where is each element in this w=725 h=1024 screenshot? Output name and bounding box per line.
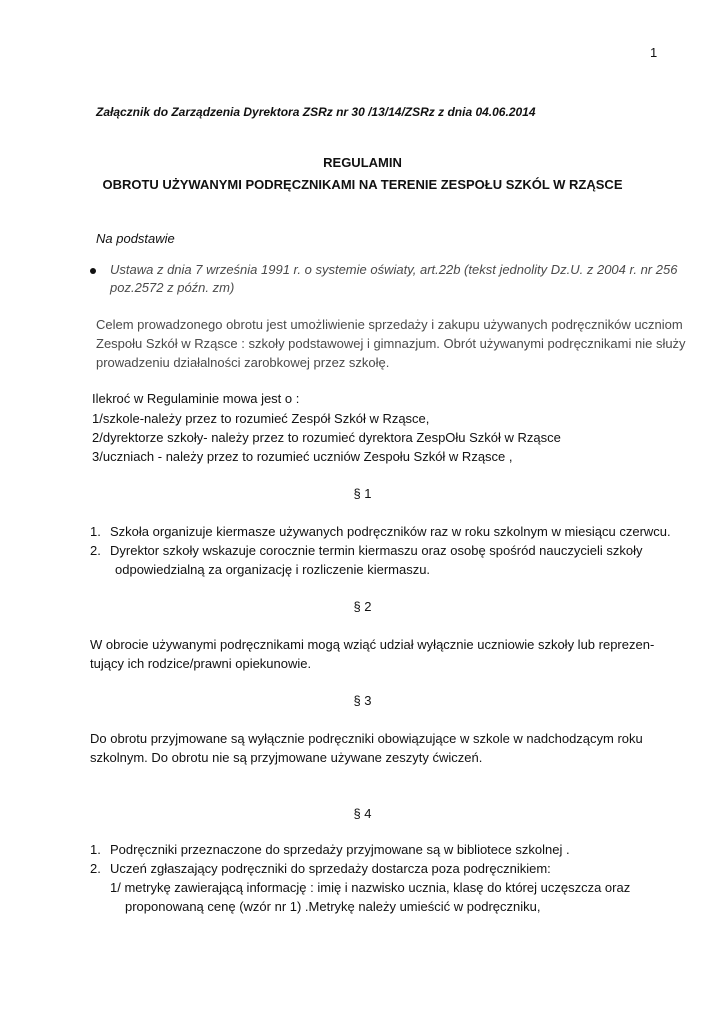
title-line-2: OBROTU UŻYWANYMI PODRĘCZNIKAMI NA TERENIE ZESPOŁU SZKÓL W RZĄSCE bbox=[102, 177, 623, 192]
purpose-line-2: Zespołu Szkół w Rząsce : szkoły podstawowej i gimnazjum. Obrót używanymi podręcznikami nie służy bbox=[96, 336, 686, 351]
definition-students: 3/uczniach - należy przez to rozumieć uczniów Zespołu Szkół w Rząsce , bbox=[92, 449, 513, 464]
page-number: 1 bbox=[650, 45, 658, 60]
section-4-heading: § 4 bbox=[353, 806, 372, 821]
s1-item2-number: 2. bbox=[90, 543, 101, 558]
basis-item-line-1: Ustawa z dnia 7 września 1991 r. o systemie oświaty, art.22b (tekst jednolity Dz.U. z 2004 r. nr 256 bbox=[110, 262, 678, 277]
s2-line-2: tujący ich rodzice/prawni opiekunowie. bbox=[90, 656, 312, 671]
purpose-line-3: prowadzeniu działalności zarobkowej przez szkołę. bbox=[96, 355, 390, 370]
section-2-heading: § 2 bbox=[353, 599, 372, 614]
s1-item2-text-line-2: odpowiedzialną za organizację i rozliczenie kiermaszu. bbox=[115, 562, 431, 577]
bullet-icon bbox=[90, 268, 96, 274]
s4-item2-text: Uczeń zgłaszający podręczniki do sprzedaży dostarcza poza podręcznikiem: bbox=[110, 861, 551, 876]
definitions-intro: Ilekroć w Regulaminie mowa jest o : bbox=[92, 391, 300, 406]
s4-item1-text: Podręczniki przeznaczone do sprzedaży przyjmowane są w bibliotece szkolnej . bbox=[110, 842, 570, 857]
s4-sub1-line-1: 1/ metrykę zawierającą informację : imię i nazwisko ucznia, klasę do której uczęszcza oraz bbox=[110, 880, 631, 895]
s1-item1-number: 1. bbox=[90, 524, 101, 539]
s1-item1-text: Szkoła organizuje kiermasze używanych podręczników raz w roku szkolnym w miesiącu czerwcu. bbox=[110, 524, 671, 539]
definition-school: 1/szkole-należy przez to rozumieć Zespół Szkół w Rząsce, bbox=[92, 411, 430, 426]
s1-item2-text-line-1: Dyrektor szkoły wskazuje corocznie termin kiermaszu oraz osobę spośród nauczycieli szkoły bbox=[110, 543, 643, 558]
section-1-heading: § 1 bbox=[353, 486, 372, 501]
s2-line-1: W obrocie używanymi podręcznikami mogą wziąć udział wyłącznie uczniowie szkoły lub reprezen- bbox=[90, 637, 655, 652]
header-note: Załącznik do Zarządzenia Dyrektora ZSRz nr 30 /13/14/ZSRz z dnia 04.06.2014 bbox=[96, 105, 536, 119]
title-line-1: REGULAMIN bbox=[323, 155, 402, 170]
s3-line-2: szkolnym. Do obrotu nie są przyjmowane używane zeszyty ćwiczeń. bbox=[90, 750, 483, 765]
s3-line-1: Do obrotu przyjmowane są wyłącznie podręczniki obowiązujące w szkole w nadchodzącym roku bbox=[90, 731, 643, 746]
section-3-heading: § 3 bbox=[353, 693, 372, 708]
s4-item1-number: 1. bbox=[90, 842, 101, 857]
definition-director: 2/dyrektorze szkoły- należy przez to rozumieć dyrektora ZespOłu Szkół w Rząsce bbox=[92, 430, 561, 445]
basis-item-line-2: poz.2572 z późn. zm) bbox=[110, 280, 235, 295]
basis-intro: Na podstawie bbox=[96, 231, 175, 246]
purpose-line-1: Celem prowadzonego obrotu jest umożliwienie sprzedaży i zakupu używanych podręczników uczniom bbox=[96, 317, 683, 332]
s4-item2-number: 2. bbox=[90, 861, 101, 876]
s4-sub1-line-2: proponowaną cenę (wzór nr 1) .Metrykę należy umieścić w podręczniku, bbox=[125, 899, 541, 914]
